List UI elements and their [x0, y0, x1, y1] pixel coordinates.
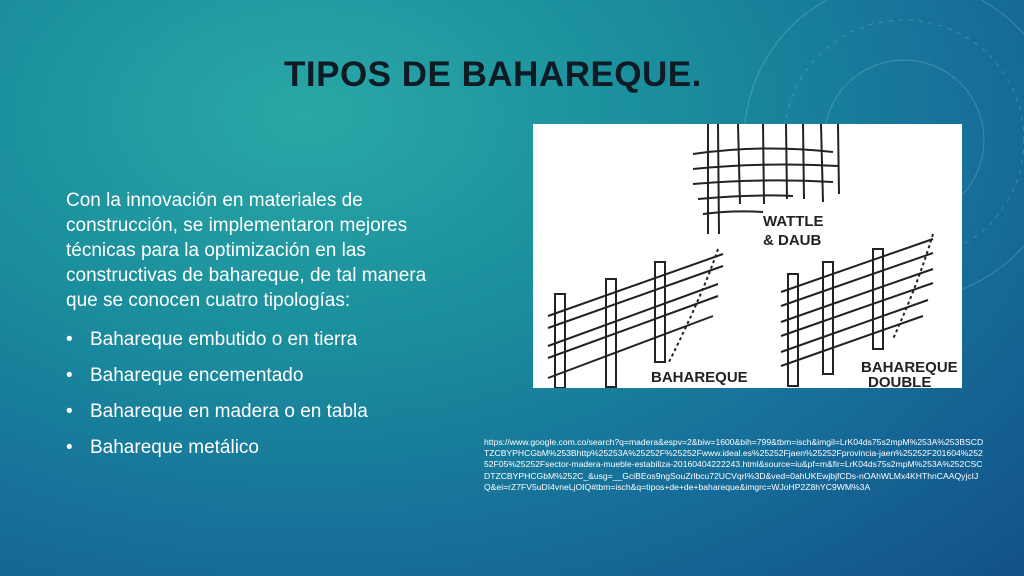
- label-daub: & DAUB: [763, 232, 822, 249]
- label-double-2: DOUBLE: [868, 374, 932, 388]
- bullet-glyph: •: [66, 329, 73, 350]
- slide-body: [66, 188, 446, 471]
- bullet-glyph: •: [66, 401, 73, 422]
- bahareque-illustration: [533, 124, 962, 388]
- bullet-text: Bahareque metálico: [90, 437, 259, 458]
- bullet-list: [66, 327, 446, 460]
- bullet-text: Bahareque embutido o en tierra: [90, 329, 358, 350]
- bullet-glyph: •: [66, 365, 73, 386]
- bahareque-sketch: [533, 124, 962, 388]
- bullet-text: Bahareque en madera o en tabla: [90, 401, 368, 422]
- label-wattle: WATTLE: [763, 213, 824, 230]
- bahareque-single-sketch: [548, 249, 723, 388]
- list-item: [66, 363, 446, 388]
- list-item: [66, 327, 446, 352]
- source-url: https://www.google.com.co/search?q=madera&espv=2&biw=1600&bih=799&tbm=isch&imgil=LrK04ds75s2mpM%253A%253BSCDTZCBYPHCGbM%253Bhttp%25253A%25252F%25252Fwww.ideal.es%25252Fjaen%25252Fprovincia-jaen%25252F201604%25252F05%25252Fsector-madera-mueble-estabiliza-20160404222243.html&source=iu&pf=m&fir=LrK04ds75s2mpM%253A%252CSCDTZCBYPHCGbM%252C_&usg=__GciBEos9ngSouZrlbcu72UCVqrI%3D&ved=0ahUKEwjbjfCDs-nOAhWLMx4KHThnCAAQyjcIJQ&ei=rZ7FV5uDI4vneLjOIQ#tbm=isch&q=tipos+de+de+bahareque&imgrc=WJoHP2Z8hYC9WM%3A: [484, 437, 984, 492]
- slide-title: TIPOS DE BAHAREQUE.: [284, 55, 702, 94]
- bullet-glyph: •: [66, 437, 73, 458]
- bullet-text: Bahareque encementado: [90, 365, 304, 386]
- label-single: BAHAREQUE: [651, 369, 748, 386]
- intro-paragraph: Con la innovación en materiales de construcción, se implementaron mejores técnicas para la optimización en las constructivas de bahareque, de tal manera que se conocen cuatro tipologías:: [66, 190, 427, 311]
- list-item: [66, 435, 446, 460]
- list-item: [66, 399, 446, 424]
- label-double: BAHAREQUE: [861, 359, 958, 376]
